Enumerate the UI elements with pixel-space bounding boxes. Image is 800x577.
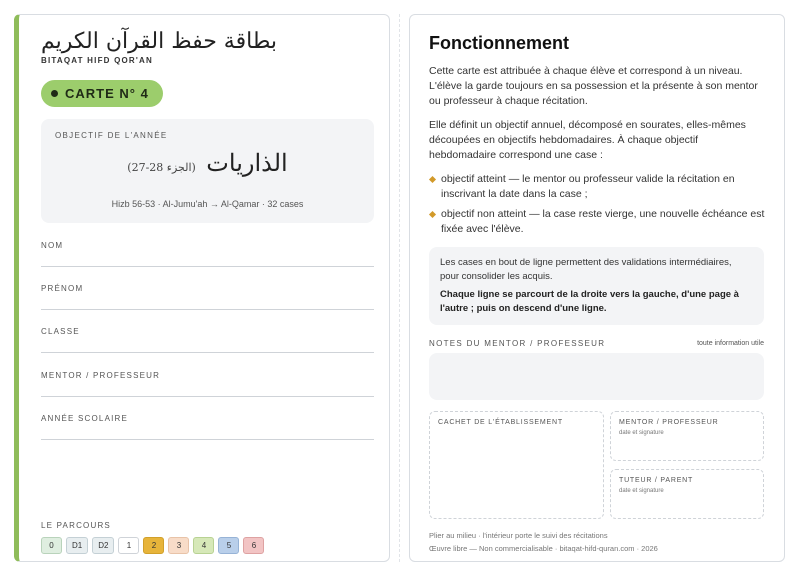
card-front	[14, 14, 390, 562]
bullet-text: objectif non atteint — la case reste vierge, une nouvelle échéance est fixée avec l'élève.	[441, 208, 765, 235]
objective-box	[41, 119, 374, 223]
parcours-chip: 5	[218, 537, 239, 554]
parcours-chip: D2	[92, 537, 114, 554]
parcours-chip: 1	[118, 537, 139, 554]
parcours-chip: 4	[193, 537, 214, 554]
parcours-chip: 2	[143, 537, 164, 554]
parcours-chips	[41, 537, 264, 554]
bullet-achieved	[429, 172, 767, 202]
footer-fold-note: Plier au milieu · l'intérieur porte le suivi des récitations	[429, 531, 608, 540]
field-annee[interactable]	[41, 408, 374, 440]
field-label: NOM	[41, 241, 64, 250]
notes-hint: toute information utile	[697, 340, 764, 347]
fold-line	[399, 14, 400, 562]
parcours-chip: D1	[66, 537, 88, 554]
objective-label: OBJECTIF DE L'ANNÉE	[55, 131, 168, 140]
field-nom[interactable]	[41, 235, 374, 267]
notes-area[interactable]	[429, 353, 764, 400]
footer-license: Œuvre libre — Non commercialisable · bitaqat-hifd-quran.com · 2026	[429, 544, 658, 553]
dot-icon	[51, 90, 58, 97]
field-mentor[interactable]	[41, 365, 374, 397]
card-number-badge	[41, 80, 163, 107]
parcours-label: LE PARCOURS	[41, 521, 111, 530]
diamond-icon	[429, 176, 436, 183]
mentor-signature-title: MENTOR / PROFESSEUR	[619, 419, 719, 426]
bullet-not-achieved	[429, 207, 767, 237]
parcours-chip: 6	[243, 537, 264, 554]
objective-detail: Hizb 56-53 · Al-Jumu'ah → Al-Qamar · 32 cases	[111, 199, 304, 209]
tutor-signature-box[interactable]	[610, 469, 764, 519]
section-title: Fonctionnement	[429, 33, 569, 53]
bullet-text: objectif atteint — le mentor ou professeur valide la récitation en inscrivant la date dans la case ;	[441, 173, 735, 200]
info-text: Les cases en bout de ligne permettent des validations intermédiaires, pour consolider les acquis.	[440, 257, 732, 282]
field-classe[interactable]	[41, 321, 374, 353]
field-prenom[interactable]	[41, 278, 374, 310]
mentor-signature-sub: date et signature	[619, 430, 664, 436]
arabic-title: بطاقة حفظ القرآن الكريم	[41, 29, 277, 54]
tutor-signature-sub: date et signature	[619, 488, 664, 494]
notes-label: NOTES DU MENTOR / PROFESSEUR	[429, 339, 606, 348]
stamp-label: CACHET DE L'ÉTABLISSEMENT	[438, 419, 563, 426]
diamond-icon	[429, 211, 436, 218]
tutor-signature-title: TUTEUR / PARENT	[619, 477, 694, 484]
field-label: CLASSE	[41, 327, 80, 336]
objective-surah: الذاريات	[206, 149, 288, 177]
info-box	[429, 247, 764, 325]
stamp-box[interactable]	[429, 411, 604, 519]
paragraph-1: Cette carte est attribuée à chaque élève et correspond à un niveau. L'élève la garde toujours en sa possession et la présente à son mentor ou professeur à chaque récitation.	[429, 65, 758, 107]
field-label: MENTOR / PROFESSEUR	[41, 371, 161, 380]
card-number-label: CARTE N° 4	[65, 86, 149, 101]
info-reading-direction: Chaque ligne se parcourt de la droite vers la gauche, d'une page à l'autre ; puis on descend d'une ligne.	[440, 289, 739, 314]
mentor-signature-box[interactable]	[610, 411, 764, 461]
objective-main	[41, 149, 374, 177]
objective-juz: (الجزء 28-27)	[127, 161, 196, 174]
field-label: ANNÉE SCOLAIRE	[41, 414, 129, 423]
latin-subtitle: BITAQAT HIFD QOR'AN	[41, 56, 153, 65]
card-back	[409, 14, 785, 562]
parcours-chip: 3	[168, 537, 189, 554]
paragraph-2: Elle définit un objectif annuel, décomposé en sourates, elles-mêmes découpées en objectifs hebdomadaires. À chaque objectif hebdomadaire correspond une case :	[429, 119, 746, 161]
field-label: PRÉNOM	[41, 284, 84, 293]
parcours-chip: 0	[41, 537, 62, 554]
